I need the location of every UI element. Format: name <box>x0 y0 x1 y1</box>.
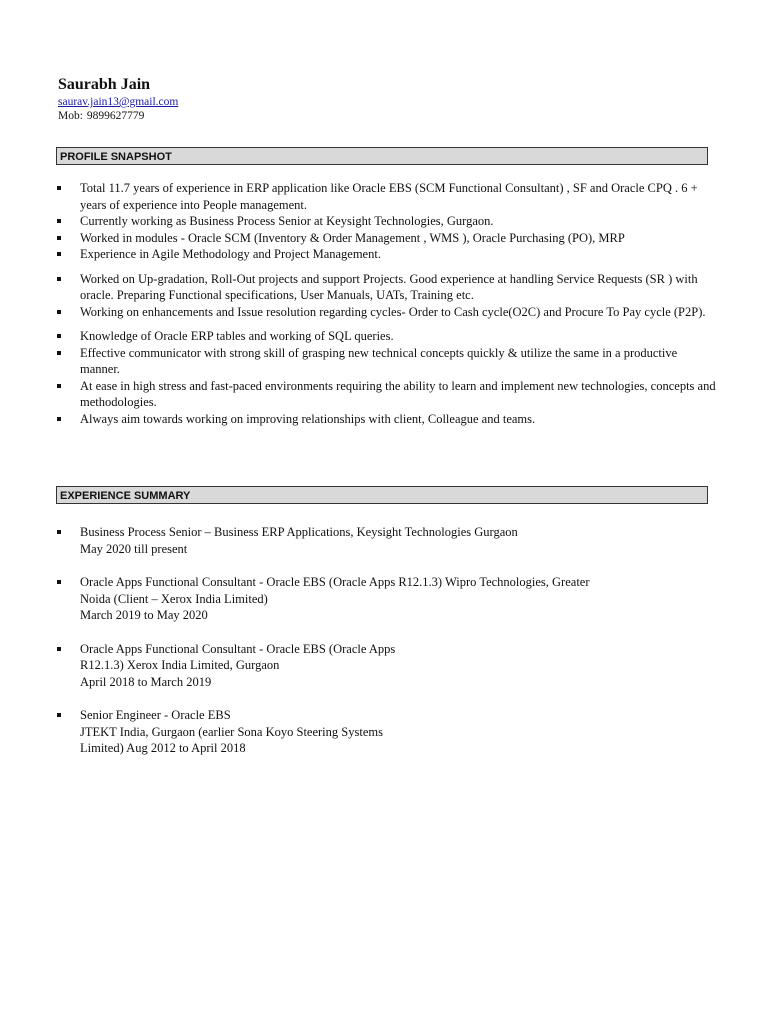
list-item-text: At ease in high stress and fast-paced environments requiring the ability to learn and implement new technologies, concepts and methodologies. <box>80 378 716 409</box>
bullet-icon <box>57 351 61 355</box>
entry-detail: May 2020 till present <box>80 541 188 556</box>
mobile-label: Mob: <box>58 110 83 122</box>
bullet-icon <box>57 530 61 534</box>
list-item <box>56 230 716 247</box>
mobile-number <box>58 109 178 123</box>
list-item <box>56 345 716 378</box>
list-item-text: Experience in Agile Methodology and Project Management. <box>80 247 381 261</box>
list-item-text: Knowledge of Oracle ERP tables and working of SQL queries. <box>80 329 394 343</box>
entry-title: Oracle Apps Functional Consultant - Oracle EBS (Oracle Apps R12.1.3) Wipro Technologies, Greater <box>80 575 590 589</box>
bullet-icon <box>57 252 61 256</box>
candidate-name: Saurabh Jain <box>58 76 151 93</box>
list-item <box>56 271 716 304</box>
entry-title: Oracle Apps Functional Consultant - Oracle EBS (Oracle Apps <box>80 641 396 656</box>
bullet-icon <box>57 647 61 651</box>
bullet-icon <box>57 580 61 584</box>
entry-detail: JTEKT India, Gurgaon (earlier Sona Koyo Steering Systems <box>80 724 383 739</box>
profile-snapshot-heading: PROFILE SNAPSHOT <box>56 147 708 165</box>
list-item <box>56 328 716 345</box>
list-item-text: Always aim towards working on improving relationships with client, Colleague and teams. <box>80 411 536 426</box>
contact-header <box>58 75 178 123</box>
experience-summary-list <box>56 524 716 774</box>
mobile-value: 9899627779 <box>86 110 145 122</box>
list-item <box>56 213 716 230</box>
experience-entry <box>56 524 716 557</box>
bullet-icon <box>57 186 61 190</box>
list-item-text: Working on enhancements and Issue resolution regarding cycles- Order to Cash cycle(O2C) and Procure To Pay cycle (P2P). <box>80 304 706 319</box>
profile-snapshot-list <box>56 180 716 427</box>
entry-dates: Limited) Aug 2012 to April 2018 <box>80 741 246 755</box>
list-item-text: Worked on Up-gradation, Roll-Out projects and support Projects. Good experience at handling Service Requests (SR ) with oracle. Preparing Functional specifications, User Manuals, UATs, Training etc. <box>80 271 698 302</box>
bullet-icon <box>57 236 61 240</box>
experience-entry <box>56 574 716 624</box>
list-item <box>56 411 716 428</box>
bullet-icon <box>57 219 61 223</box>
list-item <box>56 378 716 411</box>
experience-entry <box>56 707 716 757</box>
bullet-icon <box>57 334 61 338</box>
entry-dates: April 2018 to March 2019 <box>80 674 212 689</box>
list-item <box>56 180 716 213</box>
entry-detail: R12.1.3) Xerox India Limited, Gurgaon <box>80 658 280 672</box>
list-item <box>56 246 716 263</box>
entry-title: Business Process Senior – Business ERP Applications, Keysight Technologies Gurgaon <box>80 525 518 539</box>
experience-entry <box>56 641 716 691</box>
entry-detail: Noida (Client – Xerox India Limited) <box>80 591 268 606</box>
list-item <box>56 304 716 321</box>
bullet-icon <box>57 417 61 421</box>
list-item-text: Worked in modules - Oracle SCM (Inventory & Order Management , WMS ), Oracle Purchasing (PO), MRP <box>80 230 625 245</box>
list-item-text: Currently working as Business Process Senior at Keysight Technologies, Gurgaon. <box>80 214 494 228</box>
bullet-icon <box>57 310 61 314</box>
experience-summary-heading: EXPERIENCE SUMMARY <box>56 486 708 504</box>
list-item-text: Total 11.7 years of experience in ERP application like Oracle EBS (SCM Functional Consultant) , SF and Oracle CPQ . 6 + years of experience into People management. <box>80 181 698 212</box>
bullet-icon <box>57 384 61 388</box>
bullet-icon <box>57 713 61 717</box>
bullet-icon <box>57 277 61 281</box>
list-item-text: Effective communicator with strong skill of grasping new technical concepts quickly & utilize the same in a productive manner. <box>80 345 678 376</box>
entry-title: Senior Engineer - Oracle EBS <box>80 708 231 722</box>
entry-dates: March 2019 to May 2020 <box>80 608 208 622</box>
email-link[interactable]: saurav.jain13@gmail.com <box>58 96 179 108</box>
